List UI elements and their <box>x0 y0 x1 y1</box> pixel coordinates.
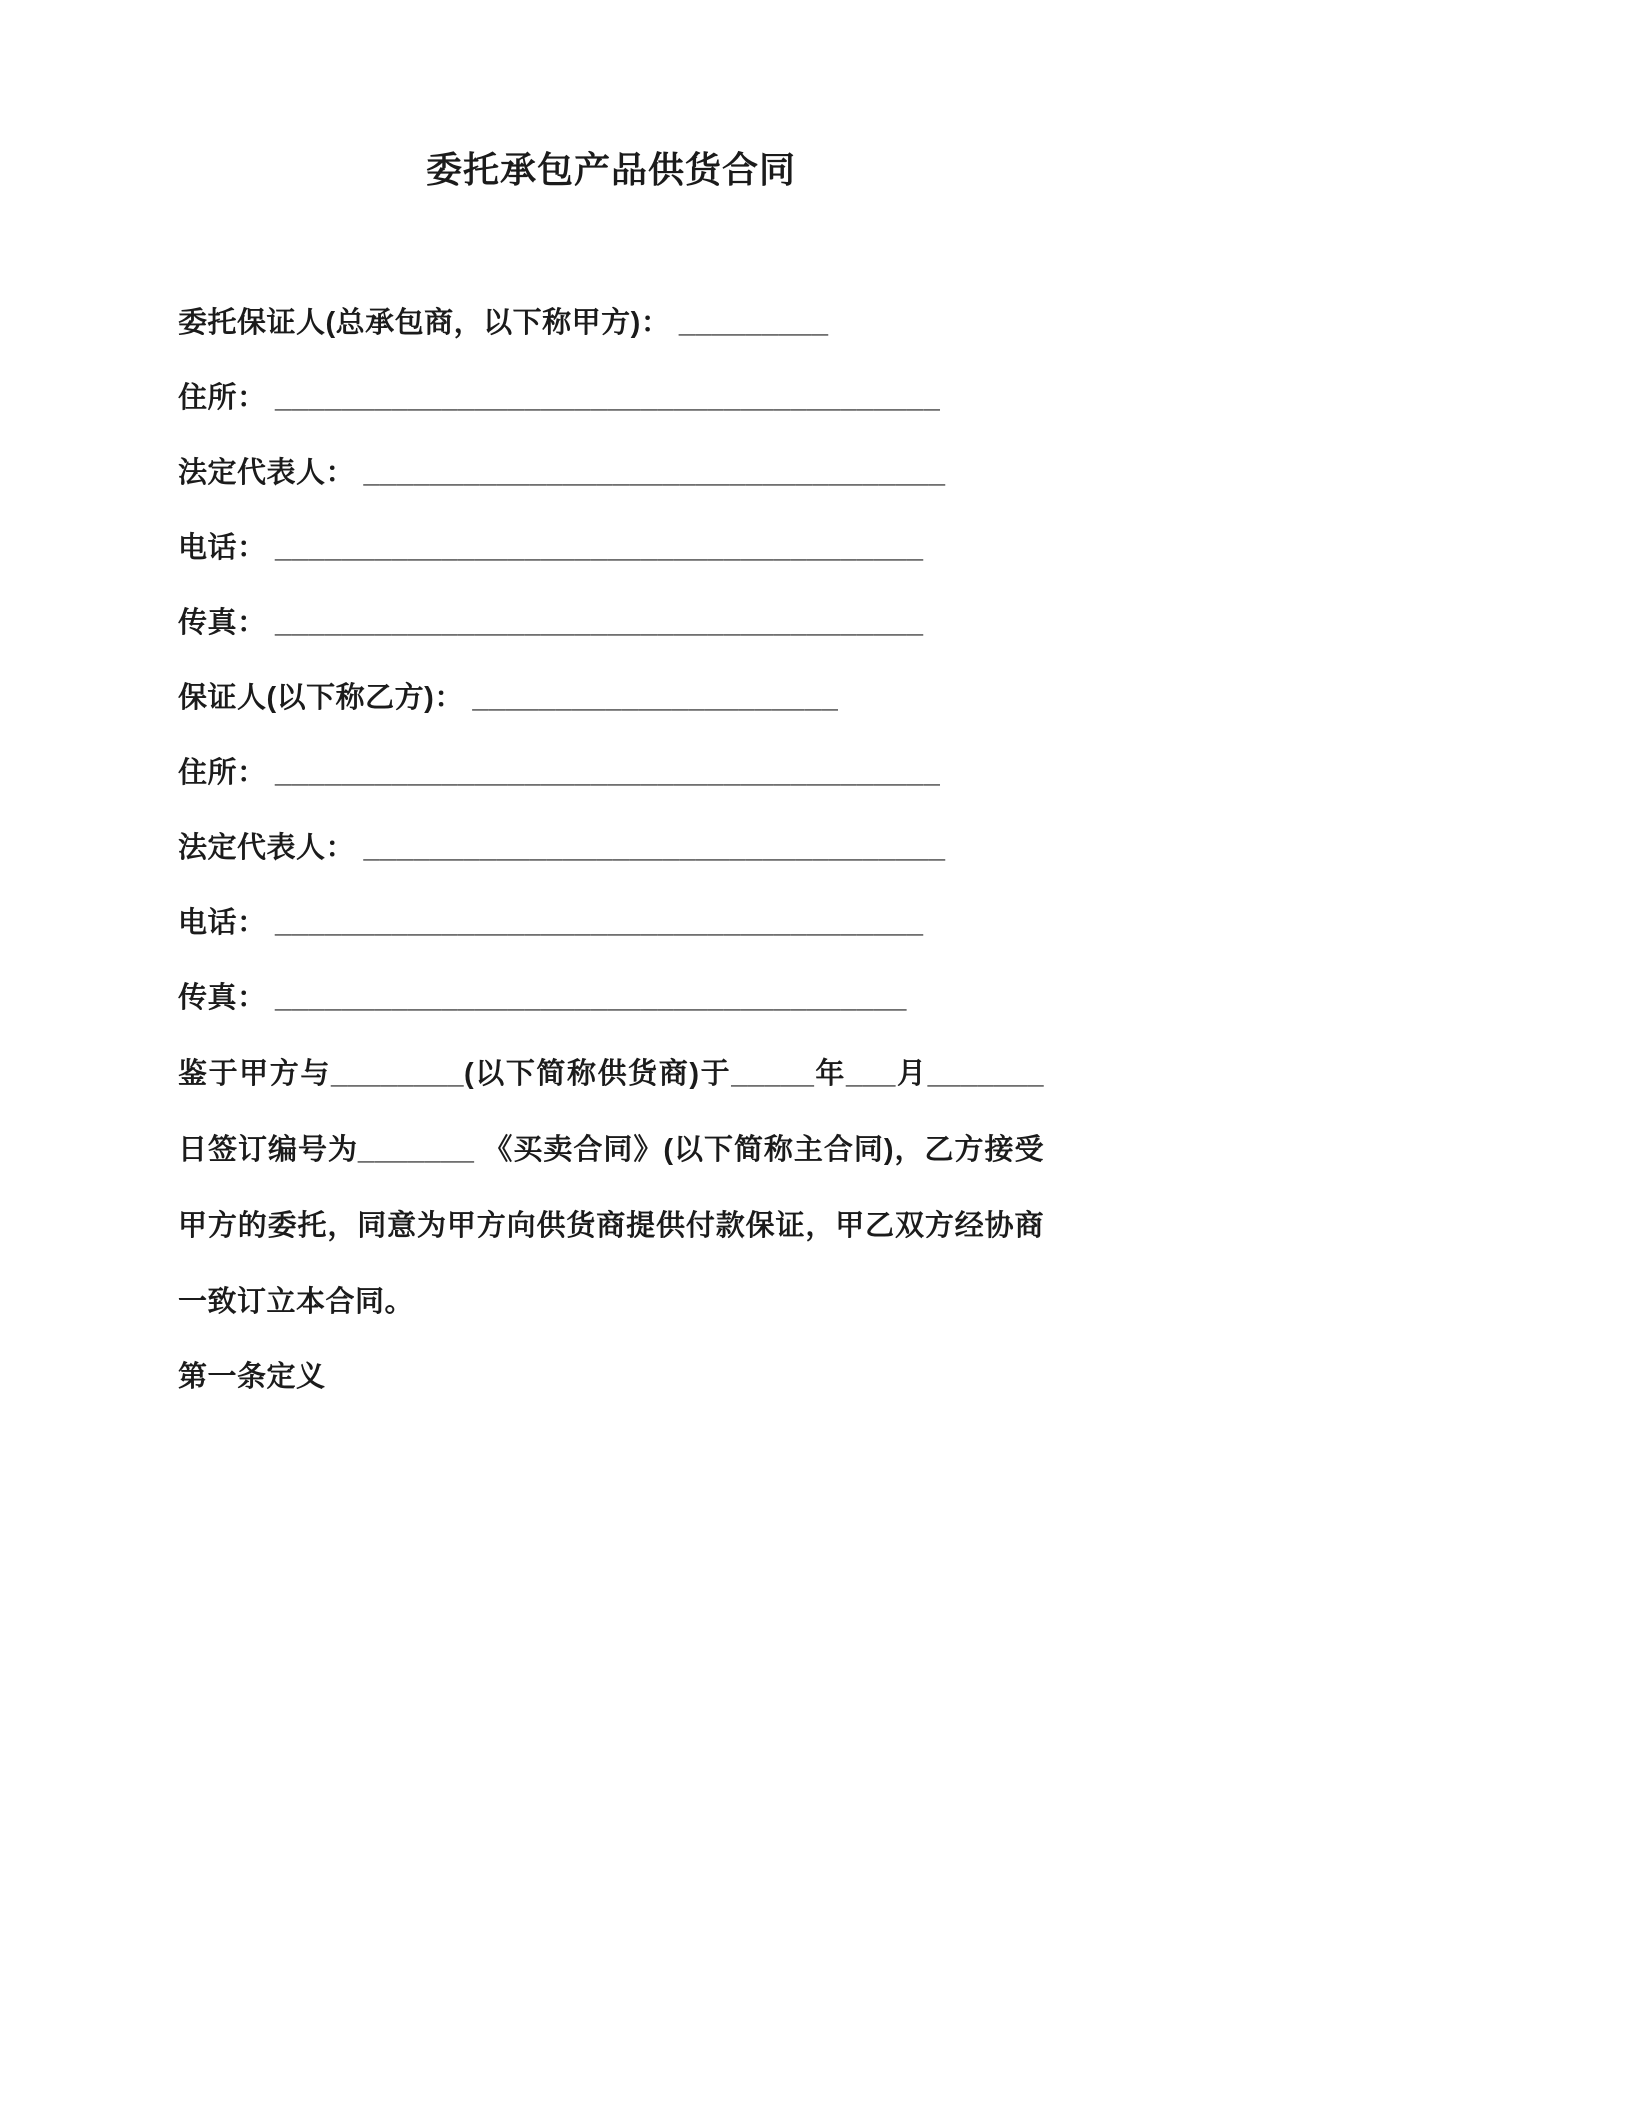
document-content-area <box>178 148 1044 1415</box>
field-line-phone-party-a: 电话： _______________________________________ <box>178 532 924 564</box>
field-line-phone-party-b: 电话： _______________________________________ <box>178 907 924 939</box>
field-line-guarantee-principal: 委托保证人(总承包商，以下称甲方)： _________ <box>178 307 829 339</box>
field-line-address-party-a: 住所： ________________________________________ <box>178 382 941 414</box>
field-line-fax-party-b: 传真： ______________________________________ <box>178 982 907 1014</box>
field-line-legal-representative-party-a: 法定代表人： ___________________________________ <box>178 457 946 489</box>
document-title: 委托承包产品供货合同 <box>425 149 796 190</box>
field-line-guarantor-party-b: 保证人(以下称乙方)： ______________________ <box>178 682 839 714</box>
section-heading-article-1-definitions: 第一条定义 <box>178 1361 326 1393</box>
recital-paragraph: 鉴于甲方与________(以下简称供货商)于_____年___月_______日签订编号为_______ 《买卖合同》(以下简称主合同)，乙方接受甲方的委托，同意为甲方向供货商提供付款保证，甲乙双方经协商一致订立本合同。 <box>178 1058 1044 1318</box>
field-line-fax-party-a: 传真： _______________________________________ <box>178 607 924 639</box>
field-line-address-party-b: 住所： ________________________________________ <box>178 757 941 789</box>
field-line-legal-representative-party-b: 法定代表人： ___________________________________ <box>178 832 946 864</box>
